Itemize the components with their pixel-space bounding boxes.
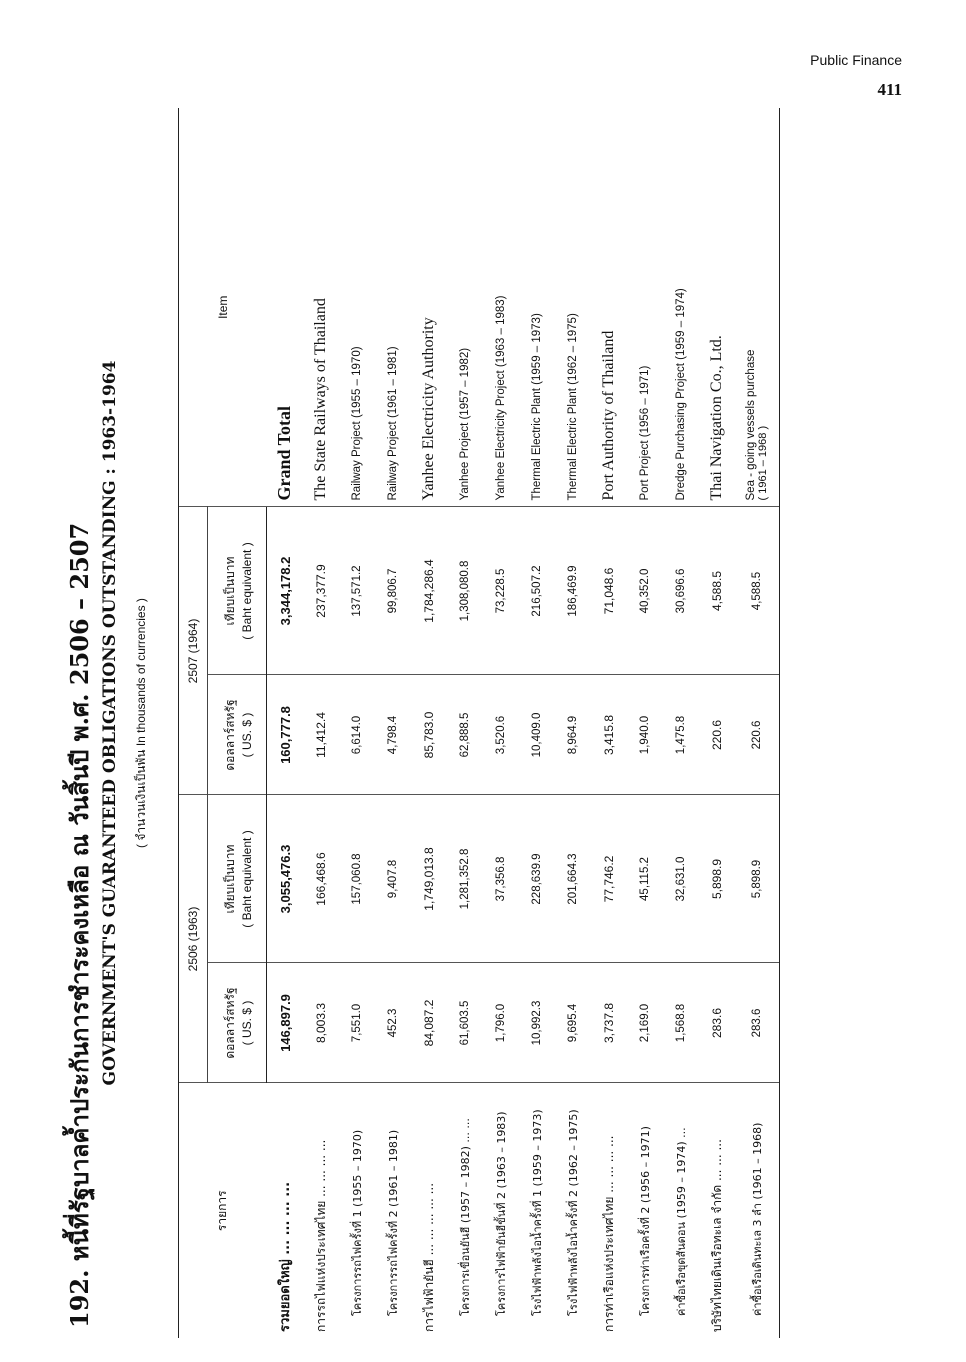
row-item-thai: การไฟฟ้ายันฮี ... ... ... ... ... [421,1182,436,1332]
row-item-english [483,108,519,507]
row-item-english-text: Port Authority of Thailand [600,330,617,501]
cell-usd-1964: 85,783.0 [411,675,447,795]
cell-baht-1963: 228,639.9 [519,795,555,963]
table-row [267,108,304,1338]
row-item-thai: ค่าซื้อเรือเดินทะเล 3 ลำ (1961 – 1968) [735,1083,780,1338]
row-item-thai: รวมยอดใหญ่ ... ... ... ... [278,1181,294,1332]
row-item-english [339,108,375,507]
cell-baht-1964: 40,352.0 [627,507,663,675]
row-item-english-text: Yanhee Project (1957 – 1982) [459,347,471,501]
row-item-thai: โรงไฟฟ้าพลังไอน้ำครั้งที่ 2 (1962 – 1975) [567,1109,580,1316]
row-item-thai: บริษัทไทยเดินเรือทะเล จำกัด ... ... ... [709,1139,724,1332]
table-row [699,108,735,1338]
row-item-english [267,108,304,507]
cell-usd-1964: 6,614.0 [339,675,375,795]
table-row [483,108,519,1338]
row-item-english [375,108,411,507]
row-item-thai: การรถไฟแห่งประเทศไทย ... ... ... ... [313,1139,328,1332]
cell-usd-1964: 62,888.5 [447,675,483,795]
row-item-english [447,108,483,507]
cell-usd-1963: 7,551.0 [339,963,375,1083]
row-item-thai: โรงไฟฟ้าพลังไอน้ำครั้งที่ 1 (1959 – 1973) [531,1109,544,1316]
cell-usd-1963: 84,087.2 [411,963,447,1083]
column-header-year-1963: 2506 (1963) [179,795,208,1083]
cell-usd-1963: 8,003.3 [303,963,339,1083]
row-item-english-text: Thermal Electric Plant (1959 – 1973) [531,313,543,501]
row-item-thai: โครงการรถไฟครั้งที่ 2 (1961 – 1981) [387,1129,400,1316]
cell-usd-1963: 452.3 [375,963,411,1083]
row-item-english-text: Railway Project (1961 – 1981) [387,346,399,501]
table-title-thai-text: หนี้ที่รัฐบาลค้ำประกันการชำระคงเหลือ ณ วันสิ้นปี พ.ศ. 2506 – 2507 [65,522,94,1262]
column-header-baht-1963: เทียบเป็นบาท ( Baht equivalent ) [208,795,267,963]
table-body [267,108,780,1338]
cell-usd-1963: 10,992.3 [519,963,555,1083]
cell-usd-1963: 146,897.9 [267,963,304,1083]
cell-baht-1964: 4,588.5 [699,507,735,675]
column-header-year-1964: 2507 (1964) [179,507,208,795]
cell-usd-1964: 220.6 [699,675,735,795]
cell-usd-1964: 10,409.0 [519,675,555,795]
cell-usd-1964: 160,777.8 [267,675,304,795]
page-header [810,52,902,100]
page-number: 411 [877,80,902,99]
row-item-english [663,108,699,507]
cell-baht-1963: 45,115.2 [627,795,663,963]
row-item-english-text: Thai Navigation Co., Ltd. [708,335,725,501]
cell-baht-1964: 1,784,286.4 [411,507,447,675]
cell-baht-1964: 237,377.9 [303,507,339,675]
table-row [519,108,555,1338]
cell-baht-1963: 32,631.0 [663,795,699,963]
row-item-english-years: ( 1961 – 1968 ) [757,425,769,501]
table-row [411,108,447,1338]
obligations-table [178,108,780,1338]
row-item-thai: การท่าเรือแห่งประเทศไทย ... ... ... ... [601,1135,616,1332]
cell-baht-1964: 4,588.5 [735,507,780,675]
cell-usd-1963: 283.6 [735,963,780,1083]
cell-baht-1963: 5,898.9 [699,795,735,963]
row-item-english [627,108,663,507]
cell-usd-1964: 1,475.8 [663,675,699,795]
cell-baht-1963: 1,749,013.8 [411,795,447,963]
table-title-english: GOVERNMENT'S GUARANTEED OBLIGATIONS OUTSTANDING : 1963-1964 [100,360,120,1086]
column-header-item-english: Item [179,108,267,507]
table-row [627,108,663,1338]
table-row [663,108,699,1338]
cell-baht-1964: 137,571.2 [339,507,375,675]
row-item-english-text: Sea - going vessels purchase [745,349,757,501]
cell-usd-1963: 61,603.5 [447,963,483,1083]
table-row [591,108,627,1338]
row-item-thai: ค่าซื้อเรือขุดสันดอน (1959 – 1974) ... [675,1127,688,1316]
row-item-english [555,108,591,507]
cell-baht-1964: 216,507.2 [519,507,555,675]
table-row [447,108,483,1338]
cell-usd-1963: 2,169.0 [627,963,663,1083]
row-item-thai: โครงการท่าเรือครั้งที่ 2 (1956 – 1971) [639,1126,652,1316]
row-item-thai: โครงการเขื่อนยันฮี (1957 – 1982) ... ... [459,1118,472,1316]
cell-baht-1963: 201,664.3 [555,795,591,963]
cell-baht-1963: 5,898.9 [735,795,780,963]
cell-usd-1964: 8,964.9 [555,675,591,795]
row-item-english [411,108,447,507]
cell-usd-1964: 4,798.4 [375,675,411,795]
row-item-english-text: Dredge Purchasing Project (1959 – 1974) [675,288,687,501]
row-item-thai: โครงการรถไฟครั้งที่ 1 (1955 – 1970) [351,1129,364,1316]
cell-usd-1964: 3,415.8 [591,675,627,795]
row-item-english [699,108,735,507]
row-item-english-text: Railway Project (1955 – 1970) [351,346,363,501]
cell-usd-1964: 1,940.0 [627,675,663,795]
cell-baht-1964: 71,048.6 [591,507,627,675]
cell-baht-1964: 186,469.9 [555,507,591,675]
cell-baht-1963: 157,060.8 [339,795,375,963]
table-row [375,108,411,1338]
row-item-english [519,108,555,507]
cell-baht-1963: 77,746.2 [591,795,627,963]
cell-usd-1963: 283.6 [699,963,735,1083]
row-item-english-text: Grand Total [274,405,295,501]
cell-baht-1964: 99,806.7 [375,507,411,675]
table-unit-note: ( จำนวนเงินเป็นพัน In thousands of currencies ) [134,598,148,848]
cell-baht-1964: 3,344,178.2 [267,507,304,675]
cell-baht-1963: 9,407.8 [375,795,411,963]
row-item-english-text: Thermal Electric Plant (1962 – 1975) [567,313,579,501]
row-item-english-text: Yanhee Electricity Authority [420,317,437,501]
cell-baht-1963: 37,356.8 [483,795,519,963]
cell-baht-1963: 3,055,476.3 [267,795,304,963]
row-item-english [735,108,780,507]
row-item-thai: โครงการไฟฟ้ายันฮีขั้นที่ 2 (1963 – 1983) [495,1111,508,1316]
cell-baht-1964: 1,308,080.8 [447,507,483,675]
section-title: Public Finance [810,52,902,68]
cell-usd-1963: 1,568.8 [663,963,699,1083]
table-row [303,108,339,1338]
table-row [339,108,375,1338]
row-item-english-text: Yanhee Electricity Project (1963 – 1983) [495,295,507,501]
row-item-english-text: The State Railways of Thailand [312,298,329,501]
row-item-english [303,108,339,507]
table-row [735,108,780,1338]
column-header-item-thai: รายการ [179,1083,267,1338]
column-header-usd-1964: ดอลลาร์สหรัฐ ( US. $ ) [208,675,267,795]
cell-usd-1963: 3,737.8 [591,963,627,1083]
cell-baht-1963: 1,281,352.8 [447,795,483,963]
cell-baht-1963: 166,468.6 [303,795,339,963]
rotated-page-content [60,108,880,1338]
cell-baht-1964: 30,696.6 [663,507,699,675]
cell-usd-1964: 3,520.6 [483,675,519,795]
table-row [555,108,591,1338]
cell-usd-1963: 1,796.0 [483,963,519,1083]
column-header-usd-1963: ดอลลาร์สหรัฐ ( US. $ ) [208,963,267,1083]
cell-usd-1964: 220.6 [735,675,780,795]
cell-usd-1964: 11,412.4 [303,675,339,795]
table-title-block [60,108,178,1338]
row-item-english-text: Port Project (1956 – 1971) [639,365,651,501]
table-title-thai [60,523,99,1328]
column-header-baht-1964: เทียบเป็นบาท ( Baht equivalent ) [208,507,267,675]
cell-baht-1964: 73,228.5 [483,507,519,675]
table-number: 192. [65,1269,94,1328]
row-item-english [591,108,627,507]
cell-usd-1963: 9,695.4 [555,963,591,1083]
